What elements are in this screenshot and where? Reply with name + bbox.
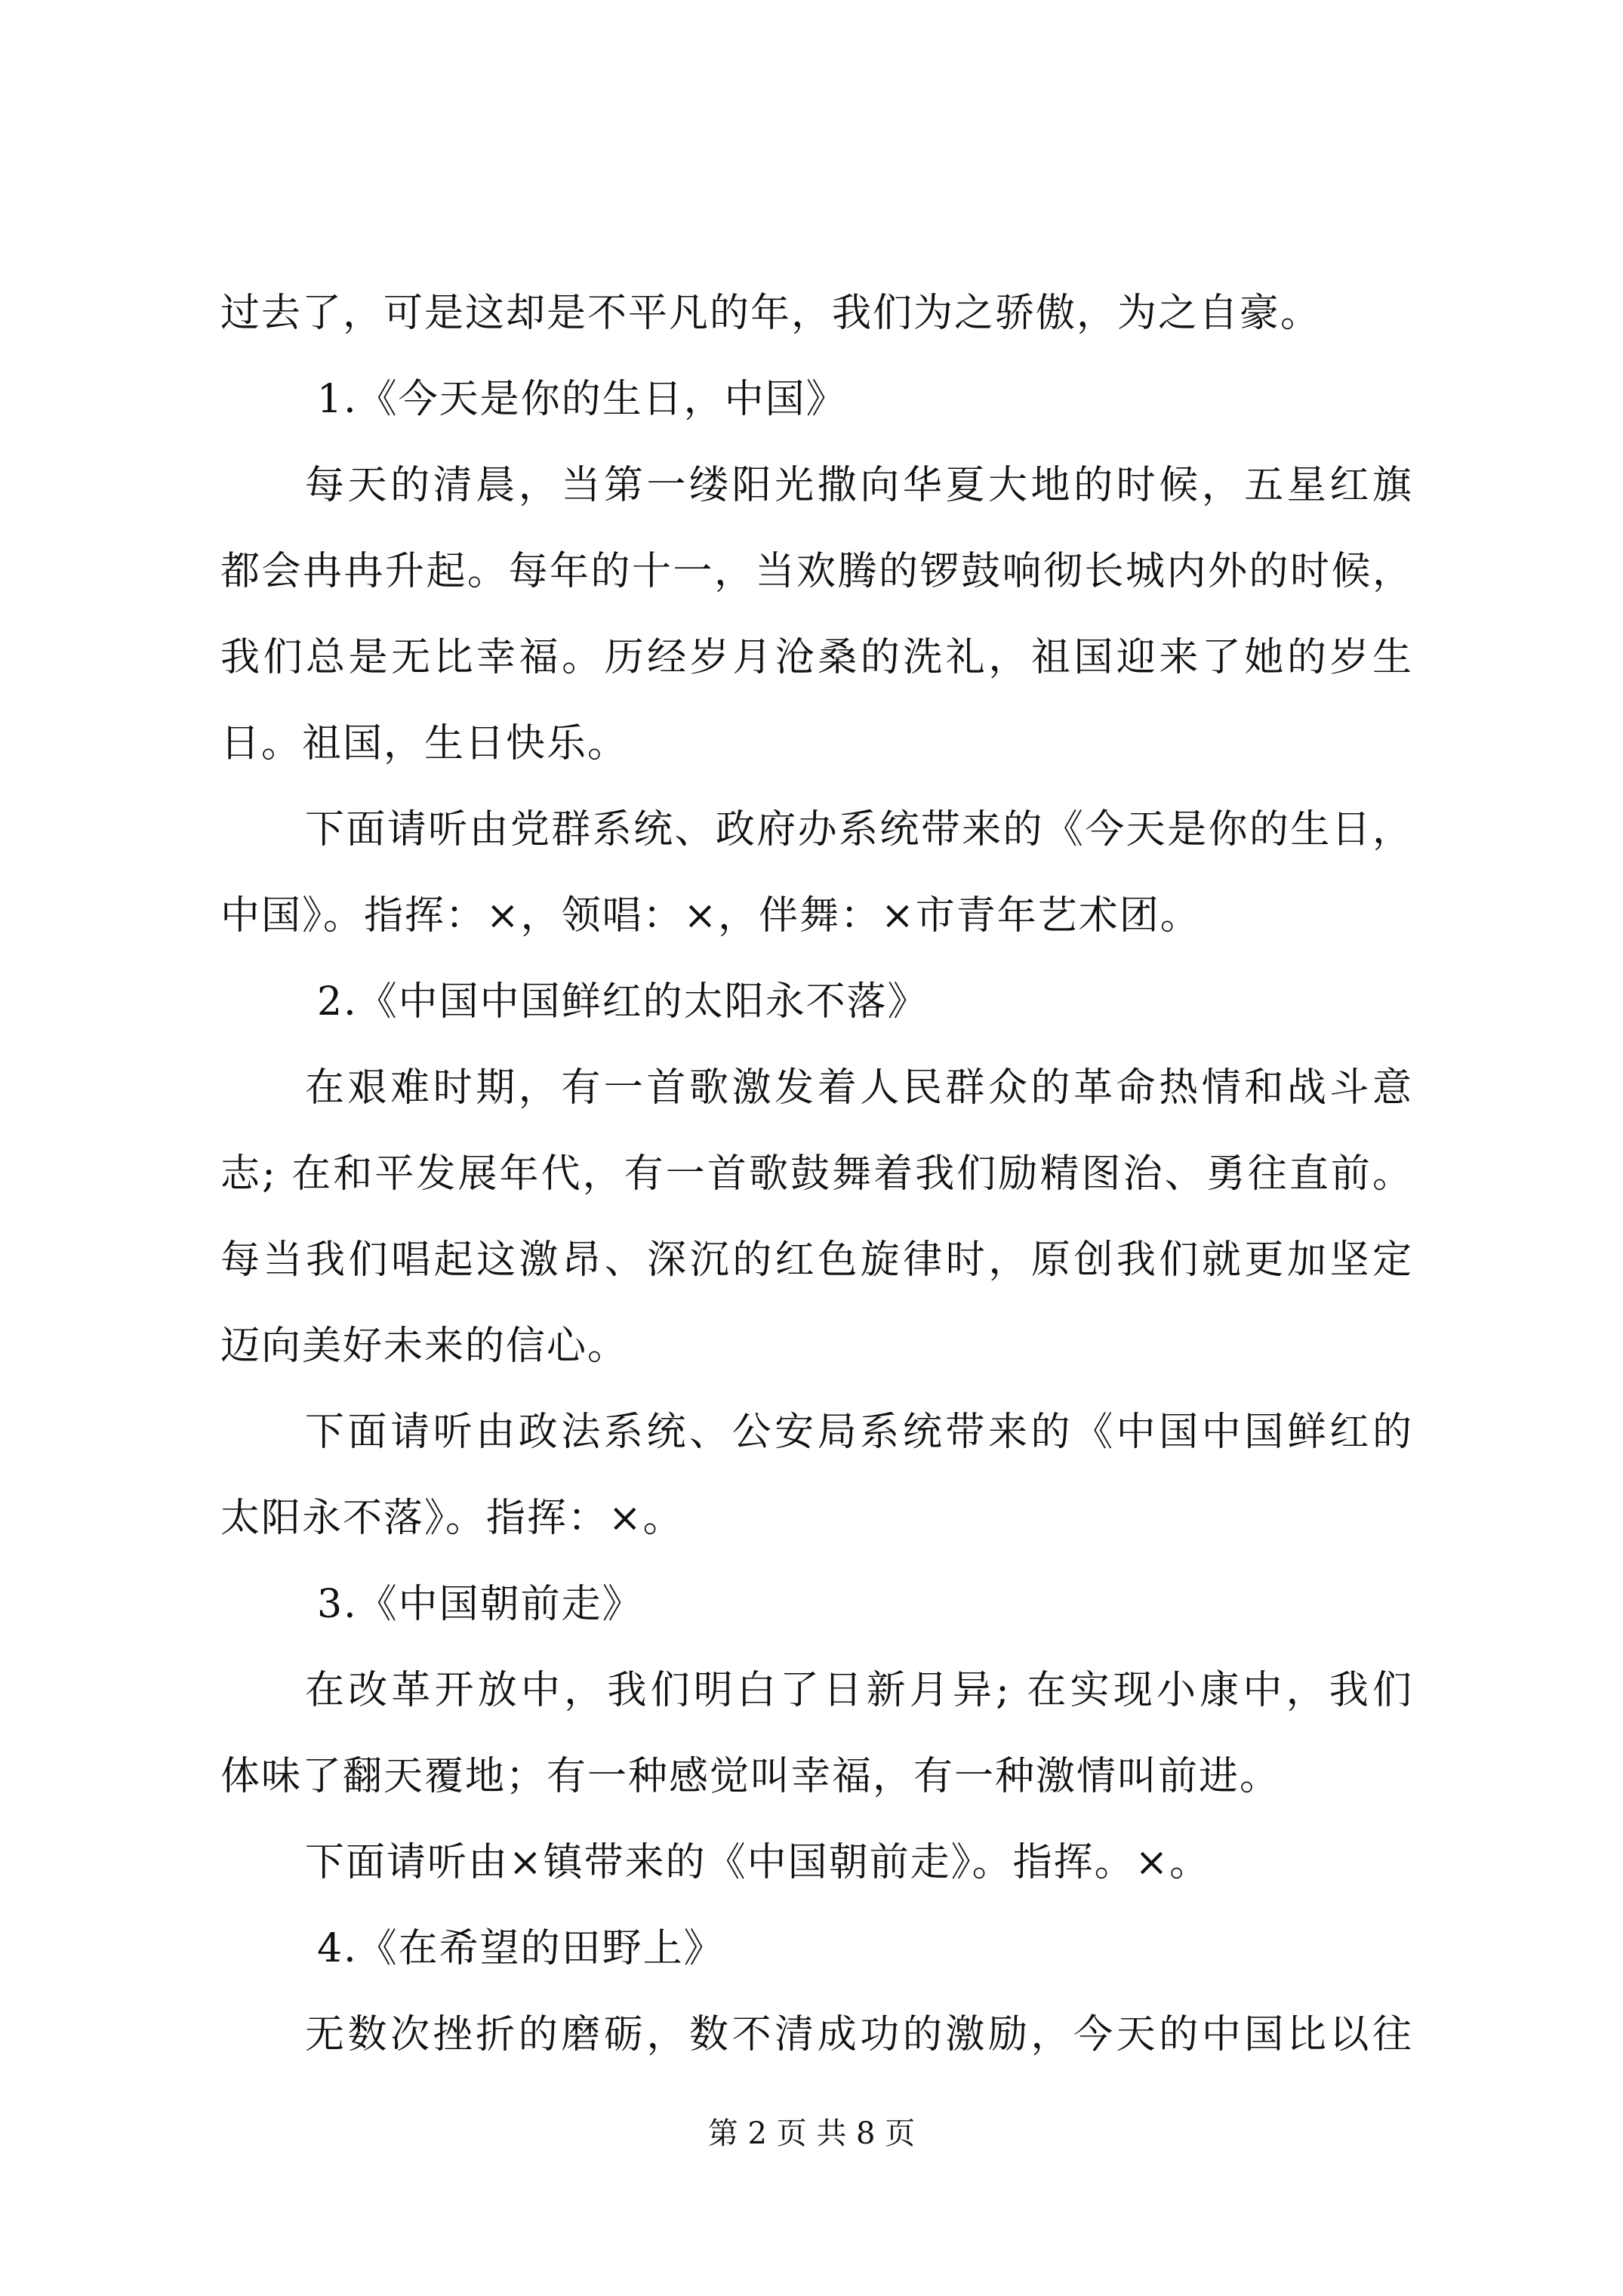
section-heading: 4.《在希望的田野上》 — [317, 1926, 725, 1971]
text-line: 下面请听由党群系统、政府办系统带来的《今天是你的生日， — [305, 807, 1413, 852]
text-line: 下面请听由政法系统、公安局系统带来的《中国中国鲜红的 — [305, 1410, 1413, 1455]
text-line: 我们总是无比幸福。历经岁月沧桑的洗礼，祖国迎来了她的岁生 — [220, 635, 1413, 680]
text-line: 中国》。指挥：×，领唱：×，伴舞：×市青年艺术团。 — [220, 893, 1201, 938]
text-line: 迈向美好未来的信心。 — [220, 1324, 629, 1369]
text-line: 下面请听由×镇带来的《中国朝前走》。指挥。×。 — [305, 1840, 1211, 1885]
text-line: 无数次挫折的磨砺，数不清成功的激励，今天的中国比以往 — [305, 2012, 1413, 2057]
text-line: 日。祖国，生日快乐。 — [220, 721, 629, 766]
body-text — [220, 270, 1413, 2078]
text-line: 每天的清晨，当第一缕阳光撒向华夏大地的时候，五星红旗 — [305, 463, 1413, 508]
section-heading: 1.《今天是你的生日，中国》 — [317, 377, 847, 422]
text-line: 都会冉冉升起。每年的十一，当欢腾的锣鼓响彻长城内外的时候， — [220, 549, 1413, 594]
page-footer: 第 2 页 共 8 页 — [707, 2116, 916, 2151]
text-line: 志; 在和平发展年代，有一首歌鼓舞着我们励精图治、勇往直前。 — [220, 1151, 1413, 1197]
text-line: 每当我们唱起这激昂、深沉的红色旋律时，原创我们就更加坚定 — [220, 1237, 1413, 1283]
text-line: 体味了翻天覆地；有一种感觉叫幸福，有一种激情叫前进。 — [220, 1754, 1281, 1799]
text-line: 过去了，可是这却是不平凡的年，我们为之骄傲，为之自豪。 — [220, 291, 1322, 336]
text-line: 太阳永不落》。指挥：×。 — [220, 1496, 684, 1541]
section-heading: 2.《中国中国鲜红的太阳永不落》 — [317, 979, 929, 1025]
section-heading: 3.《中国朝前走》 — [317, 1582, 643, 1627]
text-line: 在艰难时期，有一首歌激发着人民群众的革命热情和战斗意 — [305, 1065, 1413, 1111]
text-line: 在改革开放中，我们明白了日新月异; 在实现小康中，我们 — [305, 1668, 1413, 1713]
